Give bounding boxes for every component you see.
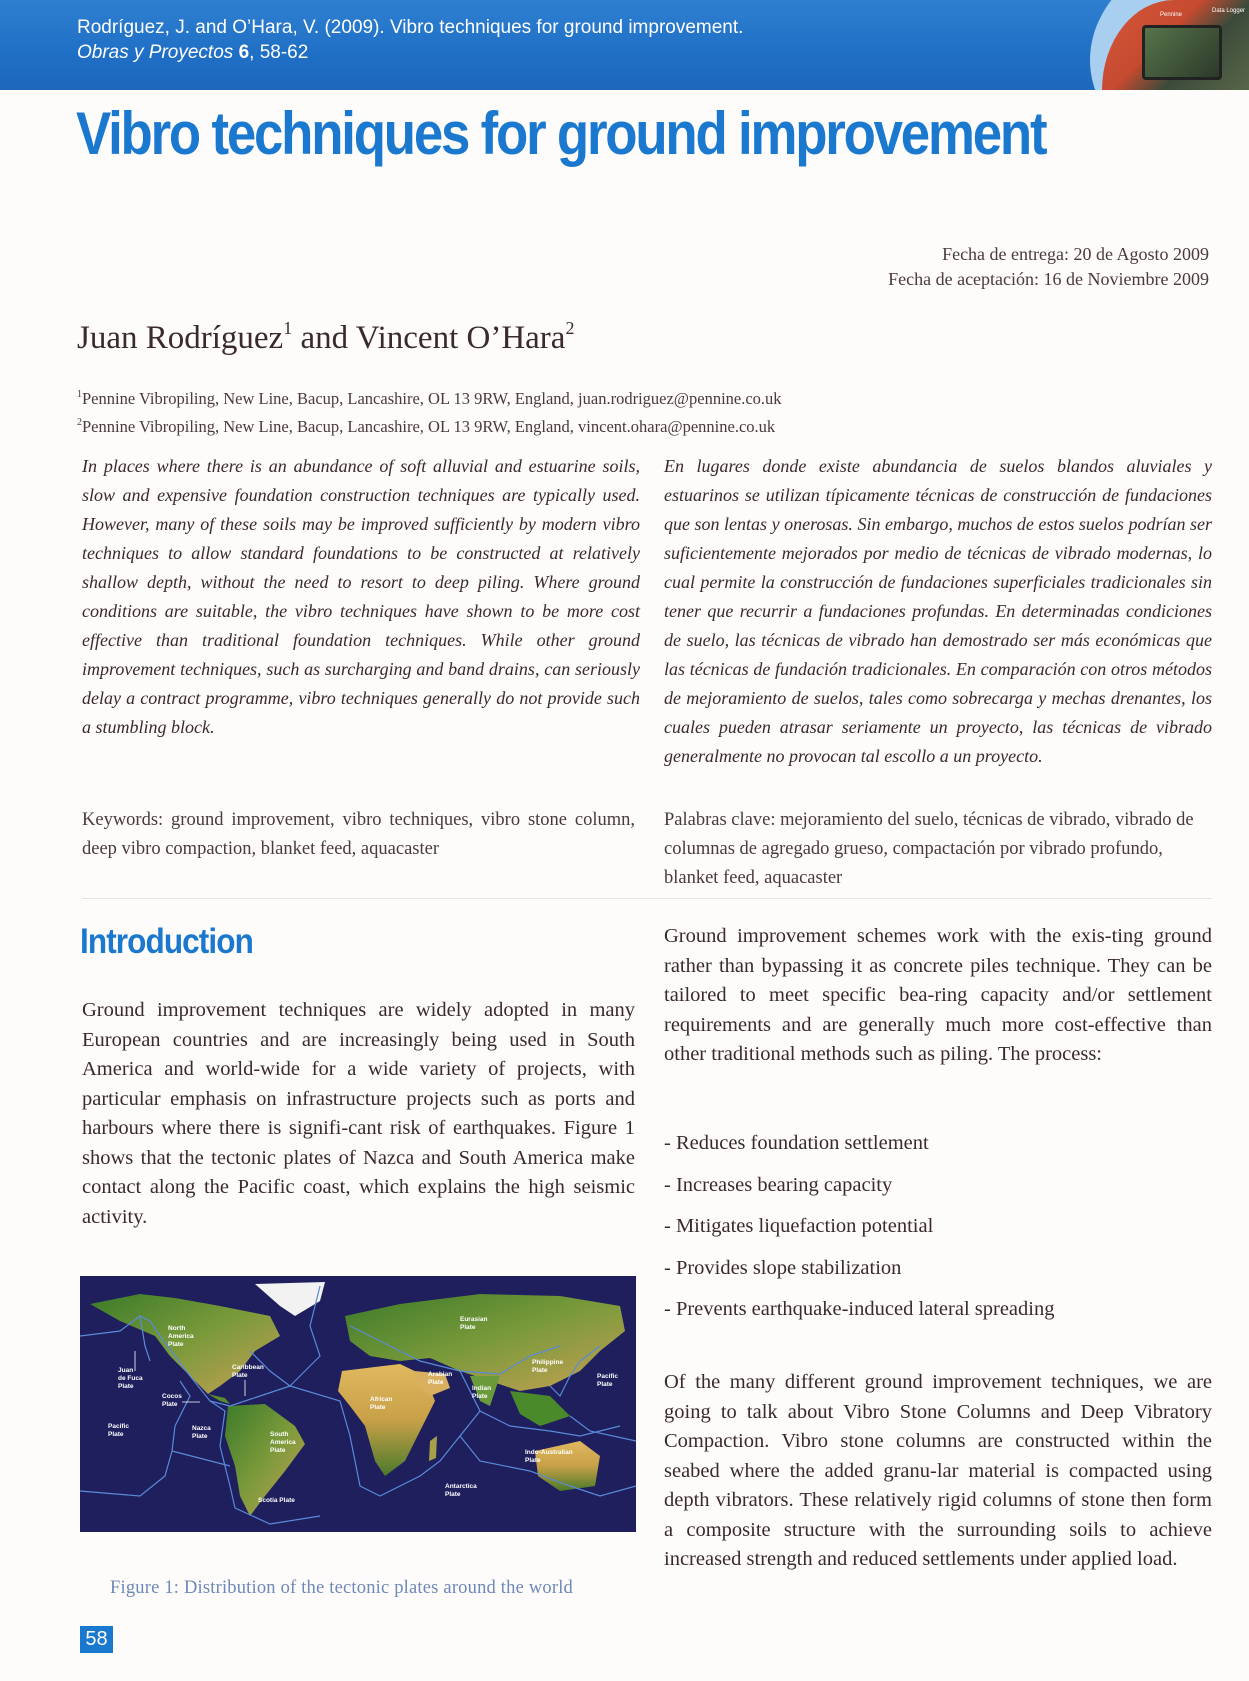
plate-label-nazca: Plate xyxy=(192,1433,208,1440)
plate-label-indian: Plate xyxy=(472,1393,488,1400)
plate-label-indo-australian: Indo-Australian xyxy=(525,1449,573,1456)
page-number: 58 xyxy=(80,1626,113,1653)
plate-label-south-america: South xyxy=(270,1431,289,1438)
citation-line2 xyxy=(77,40,743,65)
plate-label-arabian: Arabian xyxy=(428,1371,453,1378)
plate-label-scotia: Scotia Plate xyxy=(258,1497,295,1504)
plate-label-south-america: Plate xyxy=(270,1447,286,1454)
citation-line1: Rodríguez, J. and O’Hara, V. (2009). Vibro techniques for ground improvement. xyxy=(77,17,744,38)
date-accepted: Fecha de aceptación: 16 de Noviembre 2009 xyxy=(888,269,1209,289)
device-screen xyxy=(1142,25,1222,80)
date-received: Fecha de entrega: 20 de Agosto 2009 xyxy=(942,244,1209,264)
plate-label-antarctica: Plate xyxy=(445,1491,461,1498)
author-name: Juan Rodríguez xyxy=(77,320,284,356)
plate-label-pacific-east: Pacific xyxy=(597,1373,618,1380)
plate-label-arabian: Plate xyxy=(428,1379,444,1386)
plate-label-african: African xyxy=(370,1396,393,1403)
affiliation-mark: 1 xyxy=(77,389,82,400)
plate-label-antarctica: Antarctica xyxy=(445,1483,477,1490)
author-conjunction: and xyxy=(292,320,356,356)
journal-volume: 6 xyxy=(238,42,250,63)
plate-label-pacific-west: Pacific xyxy=(108,1423,129,1430)
plate-label-juan-de-fuca: de Fuca xyxy=(118,1375,143,1382)
plate-label-south-america: America xyxy=(270,1439,296,1446)
world-map-graphic xyxy=(80,1276,636,1532)
keywords-english: Keywords: ground improvement, vibro techniques, vibro stone column, deep vibro compaction, blanket feed, aquacaster xyxy=(82,810,635,859)
list-item: - Increases bearing capacity xyxy=(664,1173,893,1196)
plate-label-nazca: Nazca xyxy=(192,1425,211,1432)
plate-label-caribbean: Plate xyxy=(232,1372,248,1379)
author-affiliation-mark: 1 xyxy=(283,318,293,338)
keywords-spanish: Palabras clave: mejoramiento del suelo, técnicas de vibrado, vibrado de columnas de agregado grueso, compactación por vibrado profundo, blanket feed, aquacaster xyxy=(664,810,1194,888)
techniques-paragraph: Of the many different ground improvement techniques, we are going to talk about Vibro Stone Columns and Deep Vibratory Compaction. Vibro stone columns are constructed within the seabed where the added granu-lar material is compacted using depth vibrators. These relatively rigid columns of stone then form a composite structure with the surrounding soils to achieve increased strength and reduced settlements under applied load. xyxy=(664,1371,1212,1570)
plate-label-african: Plate xyxy=(370,1404,386,1411)
benefits-list xyxy=(664,1129,1054,1337)
continent-greenland xyxy=(255,1282,325,1316)
plate-label-juan-de-fuca: Juan xyxy=(118,1367,134,1374)
device-brand: Pennine xyxy=(1160,12,1183,18)
plate-label-philippine: Philippine xyxy=(532,1359,564,1366)
affiliation-mark: 2 xyxy=(77,417,82,428)
affiliation-text: Pennine Vibropiling, New Line, Bacup, Lancashire, OL 13 9RW, England, vincent.ohara@pennine.co.uk xyxy=(82,417,776,436)
journal-pages: , 58-62 xyxy=(249,42,309,63)
submission-dates xyxy=(888,242,1209,292)
affiliation-item xyxy=(77,383,782,411)
plate-label-caribbean: Caribbean xyxy=(232,1364,264,1371)
plate-label-north-america: America xyxy=(168,1333,194,1340)
plate-label-pacific-east: Plate xyxy=(597,1381,613,1388)
section-heading-introduction: Introduction xyxy=(80,922,253,961)
journal-name: Obras y Proyectos xyxy=(77,42,234,63)
intro-paragraph: Ground improvement techniques are widely adopted in many European countries and are increasingly being used in South America and world-wide for a wide variety of projects, with particular emphasis on infrastructure projects such as ports and harbours where there is signifi-cant risk of earthquakes. Figure 1 shows that the tectonic plates of Nazca and South America make contact along the Pacific coast, which explains the high seismic activity. xyxy=(82,999,635,1228)
plate-label-philippine: Plate xyxy=(532,1367,548,1374)
affiliations xyxy=(77,383,782,439)
plate-label-indo-australian: Plate xyxy=(525,1457,541,1464)
affiliation-item xyxy=(77,411,782,439)
list-item: - Provides slope stabilization xyxy=(664,1256,902,1279)
citation-banner xyxy=(0,0,1249,90)
plate-label-juan-de-fuca: Plate xyxy=(118,1383,134,1390)
affiliation-text: Pennine Vibropiling, New Line, Bacup, Lancashire, OL 13 9RW, England, juan.rodriguez@pennine.co.uk xyxy=(82,389,782,408)
tectonic-plates-map xyxy=(80,1276,636,1532)
plate-label-indian: Indian xyxy=(472,1385,492,1392)
plate-label-north-america: North xyxy=(168,1325,186,1332)
list-item: - Reduces foundation settlement xyxy=(664,1132,929,1154)
abstract-spanish: En lugares donde existe abundancia de suelos blandos aluviales y estuarinos se utilizan típicamente técnicas de construcción de fundaciones que son lentas y onerosas. Sin embargo, muchos de estos suelos podrían ser suficientemente mejorados por medio de técnicas de vibrado modernas, lo cual permite la construcción de fundaciones superficiales tradicionales sin tener que recurrir a fundaciones profundas. En determinadas condiciones de suelo, las técnicas de vibrado han demostrado ser más económicas que las técnicas de fundación tradicionales. En comparación con otros métodos de mejoramiento de suelos, tales como sobrecarga y mechas drenantes, los cuales pueden atrasar seriamente un proyecto, las técnicas de vibrado generalmente no provocan tal escollo a un proyecto. xyxy=(664,456,1212,766)
plate-label-eurasian: Plate xyxy=(460,1324,476,1331)
list-item: - Prevents earthquake-induced lateral spreading xyxy=(664,1298,1055,1320)
process-paragraph: Ground improvement schemes work with the exis-ting ground rather than bypassing it as concrete piles technique. They can be tailored to meet specific bea-ring capacity and/or settlement requirements and are generally much more cost-effective than other traditional methods such as piling. The process: xyxy=(664,925,1212,1065)
plate-label-cocos: Cocos xyxy=(162,1393,182,1400)
plate-label-pacific-west: Plate xyxy=(108,1431,124,1438)
continent-madagascar xyxy=(429,1436,437,1461)
figure-caption: Figure 1: Distribution of the tectonic plates around the world xyxy=(110,1578,573,1598)
list-item: - Mitigates liquefaction potential xyxy=(664,1215,934,1237)
device-label: Data Logger xyxy=(1212,8,1246,14)
author-affiliation-mark: 2 xyxy=(565,318,575,338)
continent-southeast-asia xyxy=(510,1391,570,1426)
citation xyxy=(77,15,743,65)
abstract-english: In places where there is an abundance of soft alluvial and estuarine soils, slow and expensive foundation construction techniques are typically used. However, many of these soils may be improved sufficiently by modern vibro techniques to allow standard foundations to be constructed at relatively shallow depth, without the need to resort to deep piling. Where ground conditions are suitable, the vibro techniques have shown to be more cost effective than traditional foundation techniques. While other ground improvement techniques, such as surcharging and band drains, can seriously delay a contract programme, vibro techniques generally do not provide such a stumbling block. xyxy=(82,456,640,737)
author-list xyxy=(77,318,574,357)
section-divider xyxy=(82,898,1212,899)
plate-label-cocos: Plate xyxy=(162,1401,178,1408)
plate-label-north-america: Plate xyxy=(168,1341,184,1348)
article-title: Vibro techniques for ground improvement xyxy=(76,100,1046,167)
plate-label-eurasian: Eurasian xyxy=(460,1316,488,1323)
author-name: Vincent O’Hara xyxy=(355,320,566,356)
